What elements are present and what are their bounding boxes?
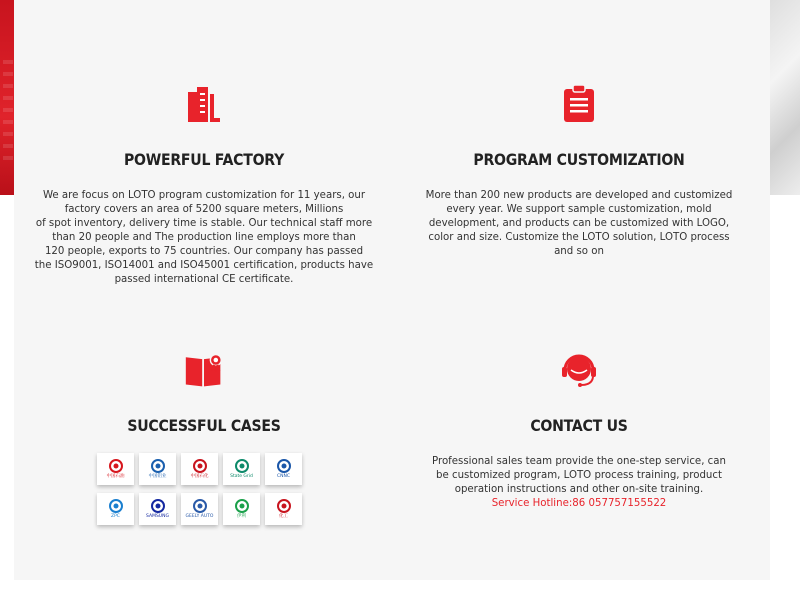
description-line: than 20 people and The production line employs more than [52,232,356,243]
state-grid-logo [223,453,260,485]
geely-logo-mark [191,499,209,513]
description-line: every year. We support sample customization, mold [446,204,712,215]
logo-caption: 中国石油 [106,474,125,479]
description-line: of spot inventory, delivery time is stable. Our technical staff more [35,218,373,229]
zpc-logo [97,493,134,525]
description-line: More than 200 new products are developed and customized [425,190,733,201]
samsung-logo-mark [149,499,167,513]
logo-caption: CNNC [276,474,291,479]
chalco-logo [139,453,176,485]
book-award-icon [184,350,224,390]
clipboard-icon [559,84,599,124]
headset-support-icon [559,350,599,390]
description-line: We are focus on LOTO program customization for 11 years, our [42,190,366,201]
feature-title: SUCCESSFUL CASES [127,416,281,435]
chalco-logo-mark [149,459,167,473]
sinopec-logo [97,453,134,485]
sinochem-logo [181,453,218,485]
cnnc-logo-mark [275,459,293,473]
description-line: color and size. Customize the LOTO solution, LOTO process [428,232,730,243]
feature-title: POWERFUL FACTORY [123,150,285,169]
state-grid-logo-mark [233,459,251,473]
feature-program-customization [409,84,749,259]
sinochem-logo-mark [191,459,209,473]
chemical-logo-mark [275,499,293,513]
logo-caption: SAMSUNG [146,514,169,519]
description-line: factory covers an area of 5200 square meters, Millions [64,204,344,215]
description-line: the ISO9001, ISO14001 and ISO45001 certification, products have [34,260,374,271]
geely-logo [181,493,218,525]
description-line: 120 people, exports to 75 countries. Our company has passed [44,246,364,257]
client-logo-grid [97,453,311,525]
features-panel [14,0,770,580]
description-line: and so on [554,246,604,257]
feature-contact-us [409,350,749,511]
sinopec-logo-mark [107,459,125,473]
logo-caption: GEELY AUTO [185,514,214,519]
yili-logo [223,493,260,525]
logo-caption: 伊利 [237,514,246,519]
logo-caption: State Grid [230,474,253,479]
building-icon [184,84,224,124]
feature-description [409,189,749,259]
logo-caption: 中国石化 [190,474,209,479]
feature-title: PROGRAM CUSTOMIZATION [473,150,685,169]
description-line: development, and products can be customized with LOGO, [428,218,730,229]
cnnc-logo [265,453,302,485]
feature-successful-cases [34,350,374,525]
logo-caption: 化工 [279,514,288,519]
feature-powerful-factory [34,84,374,287]
yili-logo-mark [233,499,251,513]
service-hotline[interactable]: Service Hotline:86 057757155522 [491,498,667,509]
chemical-logo [265,493,302,525]
description-line: passed international CE certificate. [114,274,294,285]
description-line: Professional sales team provide the one-step service, can [432,456,726,467]
feature-description [409,455,749,511]
description-line: be customized program, LOTO process training, product [436,470,722,481]
feature-description [34,189,374,287]
logo-caption: ZPC [111,514,120,519]
logo-caption: 中国铝业 [148,474,167,479]
zpc-logo-mark [107,499,125,513]
feature-title: CONTACT US [530,416,628,435]
description-line: operation instructions and other on-site training. [454,484,704,495]
samsung-logo [139,493,176,525]
